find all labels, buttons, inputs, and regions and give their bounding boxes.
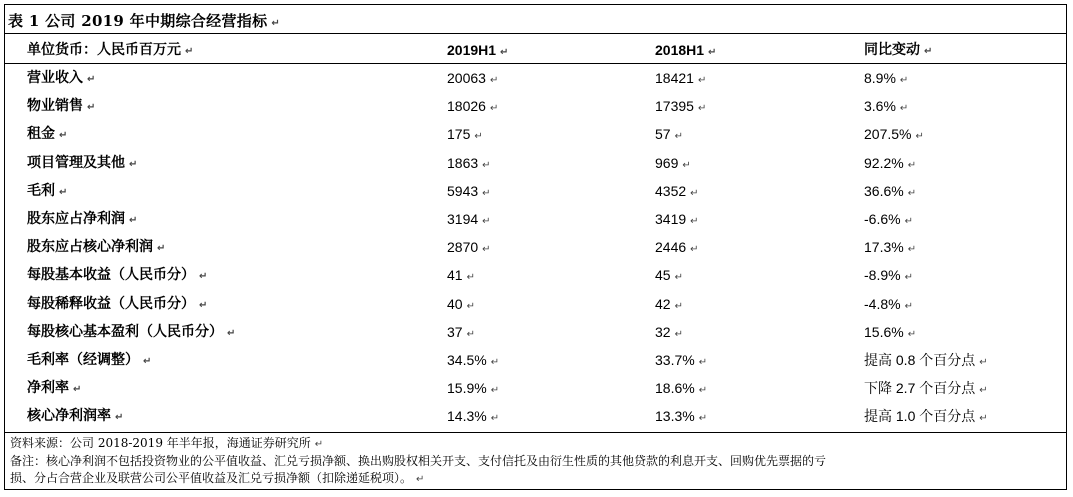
paragraph-mark-icon: ↵ xyxy=(698,413,708,425)
paragraph-mark-icon: ↵ xyxy=(115,412,124,424)
paragraph-mark-icon: ↵ xyxy=(271,18,281,29)
row-label: 核心净利润率 ↵ xyxy=(27,408,124,425)
header-yoy-change: 同比变动 ↵ xyxy=(864,42,933,58)
paragraph-mark-icon: ↵ xyxy=(682,159,691,171)
yoy-change: 92.2% ↵ xyxy=(864,154,917,171)
value-2018h1: 18421 ↵ xyxy=(655,70,707,86)
paragraph-mark-icon: ↵ xyxy=(904,272,913,284)
paragraph-mark-icon: ↵ xyxy=(87,102,96,114)
row-label: 毛利率（经调整） ↵ xyxy=(27,352,152,368)
value-2018h1: 4352 ↵ xyxy=(655,182,699,199)
table-row xyxy=(0,205,1073,233)
yoy-change: 207.5% ↵ xyxy=(864,126,924,143)
paragraph-mark-icon: ↵ xyxy=(59,130,68,142)
paragraph-mark-icon: ↵ xyxy=(697,103,707,115)
header-unit: 单位货币：人民币百万元 ↵ xyxy=(27,42,194,58)
paragraph-mark-icon: ↵ xyxy=(314,439,324,450)
value-2019h1: 175 ↵ xyxy=(447,126,483,143)
source-note: 资料来源：公司 2018-2019 年半年报，海通证券研究所 ↵ xyxy=(10,436,324,450)
paragraph-mark-icon: ↵ xyxy=(690,187,699,199)
paragraph-mark-icon: ↵ xyxy=(59,186,68,198)
row-label: 物业销售 ↵ xyxy=(27,98,96,115)
paragraph-mark-icon: ↵ xyxy=(490,413,500,425)
paragraph-mark-icon: ↵ xyxy=(490,385,500,397)
paragraph-mark-icon: ↵ xyxy=(674,300,683,312)
value-2019h1: 20063 ↵ xyxy=(447,70,499,86)
paragraph-mark-icon: ↵ xyxy=(482,159,491,171)
paragraph-mark-icon: ↵ xyxy=(466,300,475,312)
paragraph-mark-icon: ↵ xyxy=(143,356,152,367)
paragraph-mark-icon: ↵ xyxy=(708,47,717,58)
paragraph-mark-icon: ↵ xyxy=(674,272,683,284)
table-row xyxy=(0,290,1073,318)
value-2019h1: 18026 ↵ xyxy=(447,98,499,115)
yoy-change: 下降 2.7 个百分点 ↵ xyxy=(864,380,988,397)
table-notes xyxy=(10,435,1060,488)
paragraph-mark-icon: ↵ xyxy=(907,187,917,199)
paragraph-mark-icon: ↵ xyxy=(907,328,917,340)
yoy-change: 15.6% ↵ xyxy=(864,323,917,340)
value-2019h1: 3194 ↵ xyxy=(447,211,491,227)
value-2019h1: 2870 ↵ xyxy=(447,239,491,256)
value-2018h1: 42 ↵ xyxy=(655,295,683,312)
value-2019h1: 34.5% ↵ xyxy=(447,352,500,368)
paragraph-mark-icon: ↵ xyxy=(73,384,82,396)
table-row xyxy=(0,177,1073,205)
paragraph-mark-icon: ↵ xyxy=(698,385,708,397)
table-row xyxy=(0,149,1073,177)
paragraph-mark-icon: ↵ xyxy=(489,103,499,115)
paragraph-mark-icon: ↵ xyxy=(482,244,491,256)
row-label: 毛利 ↵ xyxy=(27,182,68,199)
paragraph-mark-icon: ↵ xyxy=(157,243,166,255)
yoy-change: 36.6% ↵ xyxy=(864,182,917,199)
paragraph-mark-icon: ↵ xyxy=(489,75,499,86)
value-2018h1: 33.7% ↵ xyxy=(655,352,708,368)
value-2018h1: 18.6% ↵ xyxy=(655,380,708,397)
paragraph-mark-icon: ↵ xyxy=(87,74,96,85)
paragraph-mark-icon: ↵ xyxy=(129,215,138,226)
table-row xyxy=(0,318,1073,346)
table-header-row xyxy=(0,36,1073,64)
paragraph-mark-icon: ↵ xyxy=(466,328,475,340)
yoy-change: 17.3% ↵ xyxy=(864,239,917,256)
paragraph-mark-icon: ↵ xyxy=(904,216,913,227)
paragraph-mark-icon: ↵ xyxy=(199,299,208,311)
paragraph-mark-icon: ↵ xyxy=(690,216,699,227)
paragraph-mark-icon: ↵ xyxy=(690,244,699,256)
paragraph-mark-icon: ↵ xyxy=(490,357,500,368)
value-2018h1: 45 ↵ xyxy=(655,267,683,284)
row-label: 净利率 ↵ xyxy=(27,380,82,397)
paragraph-mark-icon: ↵ xyxy=(697,75,707,86)
value-2019h1: 1863 ↵ xyxy=(447,154,491,171)
yoy-change: -4.8% ↵ xyxy=(864,295,913,312)
paragraph-mark-icon: ↵ xyxy=(482,216,491,227)
row-label: 项目管理及其他 ↵ xyxy=(27,154,138,171)
paragraph-mark-icon: ↵ xyxy=(979,385,988,397)
table-row xyxy=(0,92,1073,120)
paragraph-mark-icon: ↵ xyxy=(129,158,138,170)
paragraph-mark-icon: ↵ xyxy=(907,244,917,256)
row-label: 每股核心基本盈利（人民币分） ↵ xyxy=(27,323,236,340)
value-2018h1: 2446 ↵ xyxy=(655,239,699,256)
row-label: 营业收入 ↵ xyxy=(27,70,96,86)
value-2019h1: 40 ↵ xyxy=(447,295,475,312)
value-2018h1: 17395 ↵ xyxy=(655,98,707,115)
paragraph-mark-icon: ↵ xyxy=(227,327,236,339)
remark-note-line-1: 备注：核心净利润不包括投资物业的公平值收益、汇兑亏损净额、换出购股权相关开支、支付信托及由衍生性质的其他贷款的利息开支、回购优先票据的亏 xyxy=(10,454,827,468)
paragraph-mark-icon: ↵ xyxy=(915,131,924,143)
paragraph-mark-icon: ↵ xyxy=(674,131,683,143)
paragraph-mark-icon: ↵ xyxy=(500,47,509,58)
value-2018h1: 32 ↵ xyxy=(655,323,683,340)
table-row xyxy=(0,261,1073,289)
title-divider xyxy=(4,33,1067,34)
table-title: 表 1 公司 2019 年中期综合经营指标 ↵ xyxy=(8,12,281,30)
paragraph-mark-icon: ↵ xyxy=(899,103,909,115)
yoy-change: 8.9% ↵ xyxy=(864,70,909,86)
header-2018h1: 2018H1 ↵ xyxy=(655,42,717,58)
paragraph-mark-icon: ↵ xyxy=(924,46,933,57)
value-2019h1: 14.3% ↵ xyxy=(447,408,500,425)
yoy-change: -8.9% ↵ xyxy=(864,267,913,284)
row-label: 股东应占核心净利润 ↵ xyxy=(27,239,166,256)
paragraph-mark-icon: ↵ xyxy=(979,357,988,368)
table-row xyxy=(0,374,1073,402)
paragraph-mark-icon: ↵ xyxy=(482,187,491,199)
paragraph-mark-icon: ↵ xyxy=(185,46,194,57)
row-label: 每股基本收益（人民币分） ↵ xyxy=(27,267,208,284)
table-row xyxy=(0,233,1073,261)
table-row xyxy=(0,402,1073,430)
paragraph-mark-icon: ↵ xyxy=(899,75,909,86)
paragraph-mark-icon: ↵ xyxy=(474,131,483,143)
paragraph-mark-icon: ↵ xyxy=(416,474,425,485)
paragraph-mark-icon: ↵ xyxy=(979,413,988,425)
value-2018h1: 57 ↵ xyxy=(655,126,683,143)
yoy-change: -6.6% ↵ xyxy=(864,211,913,227)
paragraph-mark-icon: ↵ xyxy=(698,357,708,368)
yoy-change: 提高 0.8 个百分点 ↵ xyxy=(864,352,988,368)
yoy-change: 3.6% ↵ xyxy=(864,98,909,115)
table-row xyxy=(0,64,1073,92)
paragraph-mark-icon: ↵ xyxy=(199,271,208,283)
value-2019h1: 41 ↵ xyxy=(447,267,475,284)
table-row xyxy=(0,120,1073,148)
table-row xyxy=(0,346,1073,374)
paragraph-mark-icon: ↵ xyxy=(674,328,683,340)
yoy-change: 提高 1.0 个百分点 ↵ xyxy=(864,408,988,425)
paragraph-mark-icon: ↵ xyxy=(904,300,913,312)
value-2018h1: 3419 ↵ xyxy=(655,211,699,227)
row-label: 股东应占净利润 ↵ xyxy=(27,211,138,227)
row-label: 每股稀释收益（人民币分） ↵ xyxy=(27,295,208,312)
paragraph-mark-icon: ↵ xyxy=(907,159,917,171)
value-2019h1: 37 ↵ xyxy=(447,323,475,340)
row-label: 租金 ↵ xyxy=(27,126,68,143)
value-2018h1: 13.3% ↵ xyxy=(655,408,708,425)
paragraph-mark-icon: ↵ xyxy=(466,272,475,284)
value-2019h1: 15.9% ↵ xyxy=(447,380,500,397)
remark-note-line-2: 损、分占合营企业及联营公司公平值收益及汇兑亏损净额（扣除递延税项）。 ↵ xyxy=(10,471,425,485)
value-2018h1: 969 ↵ xyxy=(655,154,691,171)
value-2019h1: 5943 ↵ xyxy=(447,182,491,199)
header-2019h1: 2019H1 ↵ xyxy=(447,42,509,58)
